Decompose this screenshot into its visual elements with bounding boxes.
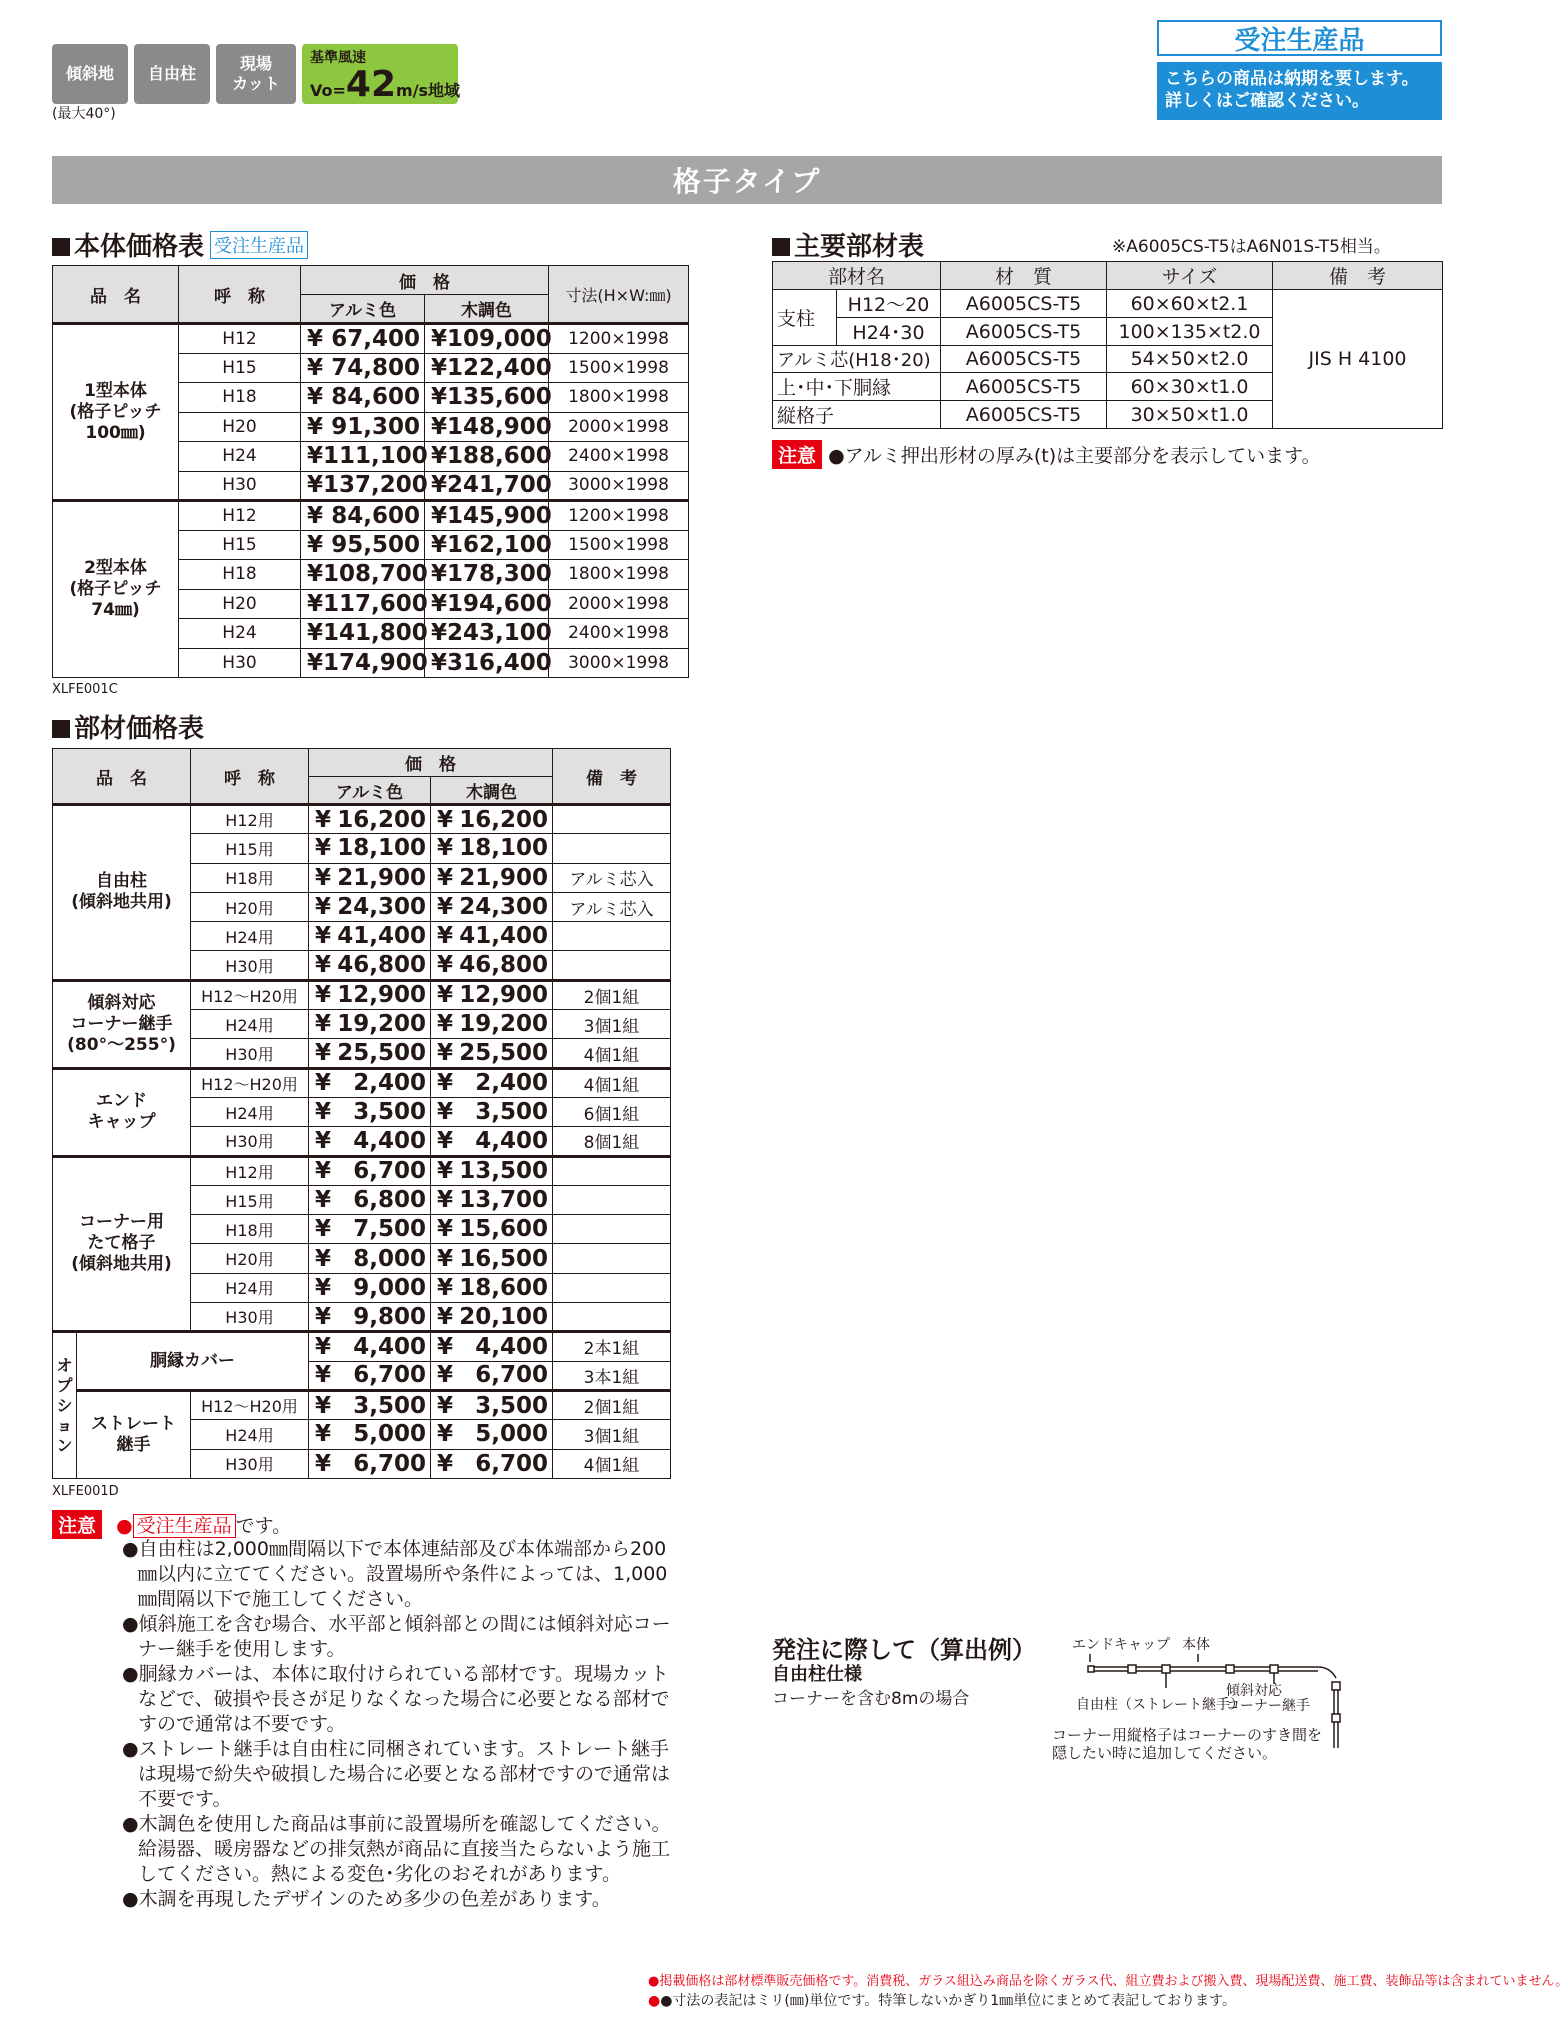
footer-price-note: ●掲載価格は部材標準販売価格です。消費税、ガラス組込み商品を除くガラス代、組立費および搬入費、現場配送費、施工費、装飾品等は含まれていません。 bbox=[648, 1974, 1568, 1989]
badge-site-cut: 現場 カット bbox=[216, 44, 296, 104]
table-row: H30用 ¥ 46,800 ¥ 46,800 bbox=[53, 951, 671, 980]
parts-table-heading: 部材価格表 bbox=[52, 708, 204, 745]
table-row: H20用 ¥ 8,000 ¥ 16,500 bbox=[53, 1244, 671, 1273]
corner-post bbox=[1332, 1682, 1340, 1690]
section-band: 格子タイプ bbox=[52, 156, 1442, 204]
notes-first-line: 注意 ● 受注生産品 です。 bbox=[52, 1510, 291, 1539]
table-row: H18用 ¥ 7,500 ¥ 15,600 bbox=[53, 1215, 671, 1244]
material-table: 部材名 材 質 サイズ 備 考 支柱 H12～20 A6005CS-T5 60×60×t2.1 JIS H 4100 H24･30 A6005CS-T5 100×135×t2.0 アルミ芯(H18･20) A6005CS-T5 54×50×t2.0 上･中･下胴縁 A6005CS-T5 60×30×t1.0 縦格子 A6005CS-T5 30×50×t1.0 bbox=[772, 261, 1443, 429]
table-row: H24用 ¥ 41,400 ¥ 41,400 bbox=[53, 922, 671, 951]
table-row: 自由柱 (傾斜地共用) H12用 ¥ 16,200 ¥ 16,200 bbox=[53, 805, 671, 834]
material-note: ※A6005CS-T5はA6N01S-T5相当。 bbox=[1112, 237, 1391, 257]
table-row: H18用 ¥ 21,900 ¥ 21,900 アルミ芯入 bbox=[53, 863, 671, 892]
table-row: H20 ¥ 91,300 ¥ 148,900 2000×1998 bbox=[53, 412, 689, 442]
badge-wind-speed: 基準風速 Vo=42m/s地域 bbox=[302, 44, 458, 104]
table-row: 2型本体 (格子ピッチ 74㎜) H12 ¥ 84,600 ¥ 145,900 1200×1998 bbox=[53, 501, 689, 531]
main-table-code: XLFE001C bbox=[52, 682, 118, 697]
table-row: H24用 ¥ 9,000 ¥ 18,600 bbox=[53, 1273, 671, 1302]
free-post-1 bbox=[1128, 1665, 1136, 1673]
table-row: H24 ¥ 111,100 ¥ 188,600 2400×1998 bbox=[53, 442, 689, 472]
badge-free-post: 自由柱 bbox=[134, 44, 210, 104]
table-row: エンド キャップ H12～H20用 ¥ 2,400 ¥ 2,400 4個1組 bbox=[53, 1068, 671, 1097]
label-endcap: エンドキャップ bbox=[1072, 1637, 1170, 1653]
table-row: H24 ¥ 141,800 ¥ 243,100 2400×1998 bbox=[53, 619, 689, 649]
table-row: H30 ¥ 137,200 ¥ 241,700 3000×1998 bbox=[53, 471, 689, 501]
material-caution: 注意 ●アルミ押出形材の厚み(t)は主要部分を表示しています。 bbox=[772, 440, 1321, 469]
table-row: H30 ¥ 174,900 ¥ 316,400 3000×1998 bbox=[53, 648, 689, 678]
group-name: 傾斜対応 コーナー継手 (80°～255°) bbox=[53, 980, 191, 1068]
footer-dim-note: ●●寸法の表記はミリ(㎜)単位です。特筆しないかぎり1㎜単位にまとめて表記しております。 bbox=[648, 1993, 1237, 2009]
corner-curve bbox=[1318, 1667, 1336, 1678]
table-row: H20用 ¥ 24,300 ¥ 24,300 アルミ芯入 bbox=[53, 892, 671, 921]
parts-table-code: XLFE001D bbox=[52, 1484, 119, 1499]
endcap-post bbox=[1088, 1666, 1094, 1672]
calc-caption-2: 隠したい時に追加してください。 bbox=[1052, 1744, 1278, 1762]
table-row: 傾斜対応 コーナー継手 (80°～255°) H12～H20用 ¥ 12,900 ¥ 12,900 2個1組 bbox=[53, 980, 671, 1009]
calc-title: 発注に際して（算出例） bbox=[772, 1636, 1036, 1664]
group-name: 2型本体 (格子ピッチ 74㎜) bbox=[53, 501, 179, 678]
max-angle: (最大40°) bbox=[52, 106, 116, 122]
free-post-3 bbox=[1226, 1665, 1234, 1673]
notes-list: ●自由柱は2,000㎜間隔以下で本体連結部及び本体端部から200㎜以内に立ててください。設置場所や条件によっては、1,000㎜間隔以下で施工してください。 ●傾斜施工を含む場合、水平部と傾斜部との間には傾斜対応コーナー継手を使用します。 ●胴縁カバーは、本体に取付けられている部材です。現場カットなどで、破損や長さが足りなくなった場合に必要となる部材ですので通常は不要です。 ●ストレート継手は自由柱に同梱されています。ストレート継手は現場で紛失や破損した場合に必要となる部材ですので通常は不要です。 ●木調色を使用した商品は事前に設置場所を確認してください。給湯器、暖房器などの排気熱が商品に直接当たらないよう施工してください。熱による変色･劣化のおそれがあります。 ●木調を再現したデザインのため多少の色差があります。 bbox=[122, 1538, 671, 1910]
main-price-table: 品 名 呼 称 価 格 寸法(H×W:㎜) アルミ色 木調色 1型本体 (格子ピッチ 100㎜) H12 ¥ 67,400 ¥ 109,000 1200×1998 H15 ¥ 74,800 ¥ 122,400 1500×1998 H18 ¥ 84,600 ¥ 135,600 1800×1998 H20 ¥ 91,300 ¥ 148,900 2000×1998 H24 ¥ 111,100 ¥ 188,600 2400×1998 H30 ¥ 137,200 ¥ 241,700 3000×1998 2型本体 (格子ピッチ 74㎜) H12 ¥ 84,600 ¥ 145,900 1200×1998 H15 ¥ 95,500 ¥ 162,100 1500×1998 H18 ¥ 108,700 ¥ 178,300 1800×1998 H20 ¥ 117,600 ¥ 194,600 2000×1998 H24 ¥ 141,800 ¥ 243,100 2400×1998 H30 ¥ 174,900 ¥ 316,400 3000×1998 bbox=[52, 265, 689, 678]
table-row: H24用 ¥ 5,000 ¥ 5,000 3個1組 bbox=[53, 1420, 671, 1449]
group-name: エンド キャップ bbox=[53, 1068, 191, 1156]
order-notice: 受注生産品 こちらの商品は納期を要します。 詳しくはご確認ください。 bbox=[1157, 20, 1442, 122]
table-row: H18 ¥ 108,700 ¥ 178,300 1800×1998 bbox=[53, 560, 689, 590]
group-name: コーナー用 たて格子 (傾斜地共用) bbox=[53, 1156, 191, 1332]
group-name: 1型本体 (格子ピッチ 100㎜) bbox=[53, 324, 179, 501]
label-corner: 傾斜対応 コーナー継手 bbox=[1226, 1683, 1310, 1714]
table-row: H30用 ¥ 9,800 ¥ 20,100 bbox=[53, 1303, 671, 1332]
group-name: 胴縁カバー bbox=[77, 1332, 309, 1391]
table-row: 1型本体 (格子ピッチ 100㎜) H12 ¥ 67,400 ¥ 109,000 1200×1998 bbox=[53, 324, 689, 354]
free-post-4 bbox=[1270, 1665, 1278, 1673]
table-row: H15用 ¥ 6,800 ¥ 13,700 bbox=[53, 1185, 671, 1214]
table-row: H30用 ¥ 6,700 ¥ 6,700 4個1組 bbox=[53, 1449, 671, 1478]
table-row: H24用 ¥ 3,500 ¥ 3,500 6個1組 bbox=[53, 1097, 671, 1126]
table-row: H18 ¥ 84,600 ¥ 135,600 1800×1998 bbox=[53, 383, 689, 413]
table-row: コーナー用 たて格子 (傾斜地共用) H12用 ¥ 6,700 ¥ 13,500 bbox=[53, 1156, 671, 1185]
calc-caption-1: コーナー用縦格子はコーナーのすき間を bbox=[1052, 1726, 1323, 1744]
table-row: ¥ 6,700 ¥ 6,700 3本1組 bbox=[53, 1361, 671, 1390]
badge-slope: 傾斜地 bbox=[52, 44, 128, 104]
table-row: H15 ¥ 95,500 ¥ 162,100 1500×1998 bbox=[53, 530, 689, 560]
material-table-heading: 主要部材表 bbox=[772, 226, 924, 263]
table-row: H30用 ¥ 25,500 ¥ 25,500 4個1組 bbox=[53, 1039, 671, 1068]
table-row: H15用 ¥ 18,100 ¥ 18,100 bbox=[53, 834, 671, 863]
group-name: 自由柱 (傾斜地共用) bbox=[53, 805, 191, 981]
group-name: ストレート 継手 bbox=[77, 1390, 191, 1478]
label-straight: 自由柱（ストレート継手） bbox=[1076, 1697, 1244, 1713]
calc-subtitle: 自由柱仕様 bbox=[772, 1664, 862, 1685]
table-row: ストレート 継手 H12～H20用 ¥ 3,500 ¥ 3,500 2個1組 bbox=[53, 1390, 671, 1419]
parts-price-table: 品 名 呼 称 価 格 備 考 アルミ色 木調色 自由柱 (傾斜地共用) H12用 ¥ 16,200 ¥ 16,200 H15用 ¥ 18,100 ¥ 18,100 H18用 ¥ 21,900 ¥ 21,900 アルミ芯入 H20用 ¥ 24,300 ¥ 24,300 アルミ芯入 H24用 ¥ 41,400 ¥ 41,400 H30用 ¥ 46,800 ¥ 46,800 傾斜対応 コーナー継手 (80°～255°) H12～H20用 ¥ 12,900 ¥ 12,900 2個1組 H24用 ¥ 19,200 ¥ 19,200 3個1組 H30用 ¥ 25,500 ¥ 25,500 4個1組 エンド キャップ H12～H20用 ¥ 2,400 ¥ 2,400 4個1組 H24用 ¥ 3,500 ¥ 3,500 6個1組 H30用 ¥ 4,400 ¥ 4,400 8個1組 コーナー用 たて格子 (傾斜地共用) H12用 ¥ 6,700 ¥ 13,500 H15用 ¥ 6,800 ¥ 13,700 H18用 ¥ 7,500 ¥ 15,600 H20用 ¥ 8,000 ¥ 16,500 H24用 ¥ 9,000 ¥ 18,600 H30用 ¥ 9,800 ¥ 20,100 オ プ シ ョ ン 胴縁カバー ¥ 4,400 ¥ 4,400 2本1組 ¥ 6,700 ¥ 6,700 3本1組 ストレート 継手 H12～H20用 ¥ 3,500 ¥ 3,500 2個1組 H24用 ¥ 5,000 ¥ 5,000 3個1組 H30用 ¥ 6,700 ¥ 6,700 4個1組 bbox=[52, 748, 671, 1479]
table-row: H30用 ¥ 4,400 ¥ 4,400 8個1組 bbox=[53, 1127, 671, 1156]
label-body: 本体 bbox=[1182, 1637, 1210, 1653]
table-row: H15 ¥ 74,800 ¥ 122,400 1500×1998 bbox=[53, 353, 689, 383]
table-row: H20 ¥ 117,600 ¥ 194,600 2000×1998 bbox=[53, 589, 689, 619]
table-row: オ プ シ ョ ン 胴縁カバー ¥ 4,400 ¥ 4,400 2本1組 bbox=[53, 1332, 671, 1361]
calc-case: コーナーを含む8mの場合 bbox=[772, 1689, 970, 1709]
free-post-2 bbox=[1162, 1665, 1170, 1673]
table-row: H24用 ¥ 19,200 ¥ 19,200 3個1組 bbox=[53, 1010, 671, 1039]
side-post bbox=[1332, 1714, 1340, 1722]
main-table-heading: 本体価格表 受注生産品 bbox=[52, 226, 308, 263]
option-label: オ プ シ ョ ン bbox=[53, 1332, 77, 1478]
